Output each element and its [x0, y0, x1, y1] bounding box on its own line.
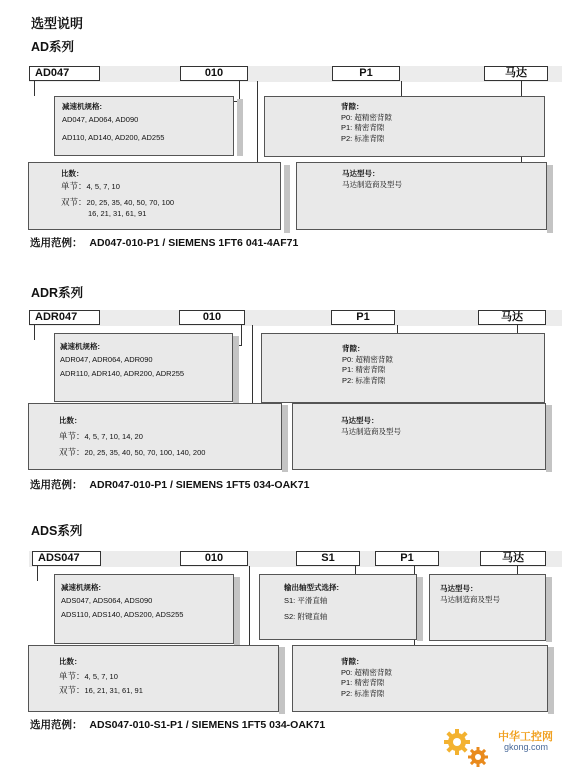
connector [37, 566, 38, 581]
code-gearbox: ADS047 [32, 551, 101, 566]
ratio-single-label: 单节： [61, 180, 87, 191]
shaft-type-box [259, 574, 417, 640]
ratio-single-values: 4, 5, 7, 10 [84, 671, 118, 681]
gearbox-spec-line: AD110, AD140, AD200, AD255 [62, 133, 165, 142]
ratio-double-values: 16, 21, 31, 61, 91 [84, 686, 143, 695]
backlash-box [261, 333, 545, 403]
gearbox-spec-line: ADS047, ADS064, ADS090 [61, 595, 153, 605]
ratio-single-values: 4, 5, 7, 10 [86, 181, 120, 191]
shaft-type-title: 输出轴型式选择: [284, 583, 339, 592]
gearbox-spec-title: 减速机规格: [60, 342, 100, 351]
watermark-brand: 中华工控网 [498, 731, 553, 743]
backlash-line: P2: 标准背隙 [342, 375, 386, 385]
motor-title: 马达型号： [342, 169, 380, 178]
example-value: ADR047-010-P1 / SIEMENS 1FT5 034-OAK71 [89, 479, 310, 491]
connector [239, 81, 240, 101]
code-band [29, 66, 562, 82]
backlash-line: P2: 标准背隙 [341, 688, 385, 698]
ratio-box [28, 403, 282, 470]
motor-text: 马达制造商及型号 [342, 179, 402, 189]
gearbox-spec-line: ADR110, ADR140, ADR200, ADR255 [60, 369, 185, 378]
ratio-single-label: 单节： [59, 430, 85, 441]
example-value: AD047-010-P1 / SIEMENS 1FT6 041-4AF71 [89, 237, 299, 249]
connector [34, 325, 35, 340]
gearbox-spec-box [54, 574, 234, 644]
ratio-double-values: 16, 21, 31, 61, 91 [88, 208, 147, 218]
connector [257, 81, 258, 165]
motor-title: 马达型号： [440, 584, 478, 593]
code-gearbox: ADR047 [29, 310, 100, 325]
ratio-box [28, 645, 279, 712]
gearbox-spec-line: ADR047, ADR064, ADR090 [60, 354, 153, 364]
gearbox-spec-box [54, 96, 234, 156]
ratio-double-label: 双节： [59, 447, 85, 457]
gear-icon [440, 724, 496, 774]
ratio-title: 比数： [59, 416, 82, 425]
code-backlash: P1 [331, 310, 395, 325]
motor-title: 马达型号： [341, 416, 379, 425]
ratio-title: 比数： [59, 657, 82, 666]
code-motor: 马达 [478, 310, 546, 325]
code-shaft: S1 [296, 551, 360, 566]
motor-text: 马达制造商及型号 [440, 594, 500, 604]
ratio-single-values: 4, 5, 7, 10, 14, 20 [84, 431, 143, 441]
example [30, 235, 298, 250]
section-title-adr: ADR系列 [31, 286, 84, 300]
ratio-single-label: 单节： [59, 670, 85, 681]
gearbox-spec-title: 减速机规格: [61, 583, 101, 592]
motor-box [429, 574, 546, 641]
backlash-box [292, 645, 548, 712]
backlash-line: P1: 精密背隙 [341, 123, 385, 132]
motor-box [292, 403, 546, 470]
section-title-ad: AD系列 [31, 40, 75, 54]
example-label: 选用范例： [30, 237, 83, 249]
ratio-double-label: 双节： [61, 197, 87, 207]
ratio-title: 比数： [61, 169, 84, 178]
motor-box [296, 162, 547, 230]
connector [401, 81, 402, 96]
backlash-box [264, 96, 545, 157]
backlash-title: 背隙： [341, 657, 364, 666]
ratio-box [28, 162, 281, 230]
backlash-title: 背隙： [341, 102, 364, 111]
section-title-ads: ADS系列 [31, 524, 83, 538]
code-backlash: P1 [332, 66, 400, 81]
shaft-type-line: S1: 平滑直轴 [284, 595, 328, 605]
gearbox-spec-line: AD047, AD064, AD090 [62, 114, 139, 124]
watermark-logo [440, 724, 570, 774]
backlash-line: P0: 超精密背隙 [341, 667, 392, 677]
code-backlash: P1 [375, 551, 439, 566]
page-title: 选型说明 [31, 16, 84, 31]
ratio-double-values: 20, 25, 35, 40, 50, 70, 100 [86, 198, 175, 207]
shaft-type-line: S2: 附键直轴 [284, 612, 328, 621]
example-label: 选用范例： [30, 479, 83, 491]
gearbox-spec-box [54, 333, 233, 402]
code-motor: 马达 [484, 66, 548, 81]
connector [252, 325, 253, 404]
backlash-line: P1: 精密背隙 [342, 365, 386, 374]
backlash-line: P1: 精密背隙 [341, 678, 385, 687]
example-label: 选用范例： [30, 719, 83, 731]
connector [241, 325, 242, 345]
code-ratio: 010 [180, 551, 248, 566]
code-motor: 马达 [480, 551, 546, 566]
motor-text: 马达制造商及型号 [341, 426, 401, 436]
backlash-line: P0: 超精密背隙 [341, 112, 392, 122]
code-ratio: 010 [179, 310, 245, 325]
backlash-title: 背隙： [342, 344, 365, 353]
backlash-line: P0: 超精密背隙 [342, 354, 393, 364]
ratio-double-values: 20, 25, 35, 40, 50, 70, 100, 140, 200 [84, 448, 206, 457]
code-gearbox: AD047 [29, 66, 100, 81]
example [30, 477, 309, 492]
example [30, 717, 325, 732]
backlash-line: P2: 标准背隙 [341, 133, 385, 143]
code-ratio: 010 [180, 66, 248, 81]
ratio-double-label: 双节： [59, 685, 85, 695]
connector [34, 81, 35, 96]
gearbox-spec-title: 减速机规格: [62, 102, 102, 111]
example-value: ADS047-010-S1-P1 / SIEMENS 1FT5 034-OAK71 [89, 719, 326, 731]
watermark-site: gkong.com [504, 742, 549, 752]
gearbox-spec-line: ADS110, ADS140, ADS200, ADS255 [61, 610, 184, 619]
